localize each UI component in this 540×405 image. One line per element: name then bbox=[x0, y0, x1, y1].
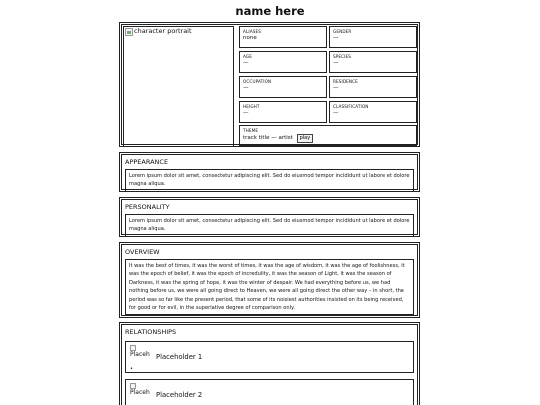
personality-text: Lorem ipsum dolor sit amet, consectetur adipiscing elit. Sed do eiusmod tempor incididunt ut labore et dolore magna aliqua. bbox=[125, 214, 414, 237]
field-aliases bbox=[239, 26, 327, 48]
character-portrait bbox=[123, 26, 234, 147]
overview-text: It was the best of times, it was the worst of times, it was the age of wisdom, it was the age of foolishness, it was the epoch of belief, it was the epoch of incredulity, it was the season of Light, it was the season of Darkness, it was the spring of hope, it was the winter of despair. We had everything before us, we had nothing before us, we were all going direct to Heaven, we were all going direct the other way – in short, the period was so far like the present period, that some of its noisiest authorities insisted on its being received, for good or for evil, in the superlative degree of comparison only. bbox=[125, 259, 414, 315]
field-residence bbox=[329, 76, 417, 98]
profile-card-inner bbox=[121, 24, 418, 145]
relationships-inner bbox=[121, 324, 418, 405]
field-value: — bbox=[333, 85, 339, 92]
field-label: AGE bbox=[243, 54, 252, 59]
overview-heading: OVERVIEW bbox=[125, 248, 160, 256]
field-height bbox=[239, 101, 327, 123]
field-classification bbox=[329, 101, 417, 123]
relationship-image bbox=[130, 383, 152, 396]
relationships-section bbox=[119, 322, 420, 405]
broken-image-icon bbox=[125, 28, 133, 36]
overview-inner bbox=[121, 244, 418, 316]
appearance-text: Lorem ipsum dolor sit amet, consectetur adipiscing elit. Sed do eiusmod tempor incididunt ut labore et dolore magna aliqua. bbox=[125, 169, 414, 192]
relationship-image-alt: Placeh bbox=[130, 389, 150, 396]
profile-card bbox=[119, 22, 420, 147]
appearance-heading: APPEARANCE bbox=[125, 158, 169, 166]
field-occupation bbox=[239, 76, 327, 98]
theme-track: track title — artist bbox=[243, 135, 293, 142]
appearance-section bbox=[119, 152, 420, 192]
field-label: RESIDENCE bbox=[333, 79, 358, 84]
relationship-item[interactable] bbox=[125, 341, 414, 373]
field-value: — bbox=[333, 35, 339, 42]
overview-section bbox=[119, 242, 420, 318]
theme-row bbox=[243, 134, 413, 143]
field-species bbox=[329, 51, 417, 73]
field-label: THEME bbox=[243, 128, 259, 133]
relationship-image-alt: Placeh bbox=[130, 351, 150, 358]
relationship-image bbox=[130, 345, 152, 358]
portrait-alt-text: character portrait bbox=[134, 27, 192, 35]
field-gender bbox=[329, 26, 417, 48]
relationship-note: • bbox=[130, 366, 133, 372]
field-value: — bbox=[333, 60, 339, 67]
relationship-name: Placeholder 1 bbox=[156, 353, 203, 361]
relationship-item[interactable] bbox=[125, 379, 414, 405]
play-button[interactable]: play bbox=[297, 134, 314, 143]
field-label: HEIGHT bbox=[243, 104, 260, 109]
field-label: SPECIES bbox=[333, 54, 351, 59]
field-label: ALIASES bbox=[243, 29, 261, 34]
field-value: — bbox=[243, 60, 249, 67]
field-age bbox=[239, 51, 327, 73]
page-title: name here bbox=[235, 4, 305, 18]
field-label: CLASSIFICATION bbox=[333, 104, 369, 109]
personality-section bbox=[119, 197, 420, 237]
personality-inner bbox=[121, 199, 418, 235]
field-value: — bbox=[243, 110, 249, 117]
field-label: GENDER bbox=[333, 29, 352, 34]
appearance-inner bbox=[121, 154, 418, 190]
personality-heading: PERSONALITY bbox=[125, 203, 170, 211]
field-value: — bbox=[243, 85, 249, 92]
relationship-name: Placeholder 2 bbox=[156, 391, 203, 399]
field-theme bbox=[239, 125, 417, 146]
field-value: — bbox=[333, 110, 339, 117]
field-value: none bbox=[243, 35, 257, 42]
field-label: OCCUPATION bbox=[243, 79, 272, 84]
relationships-heading: RELATIONSHIPS bbox=[125, 328, 177, 336]
